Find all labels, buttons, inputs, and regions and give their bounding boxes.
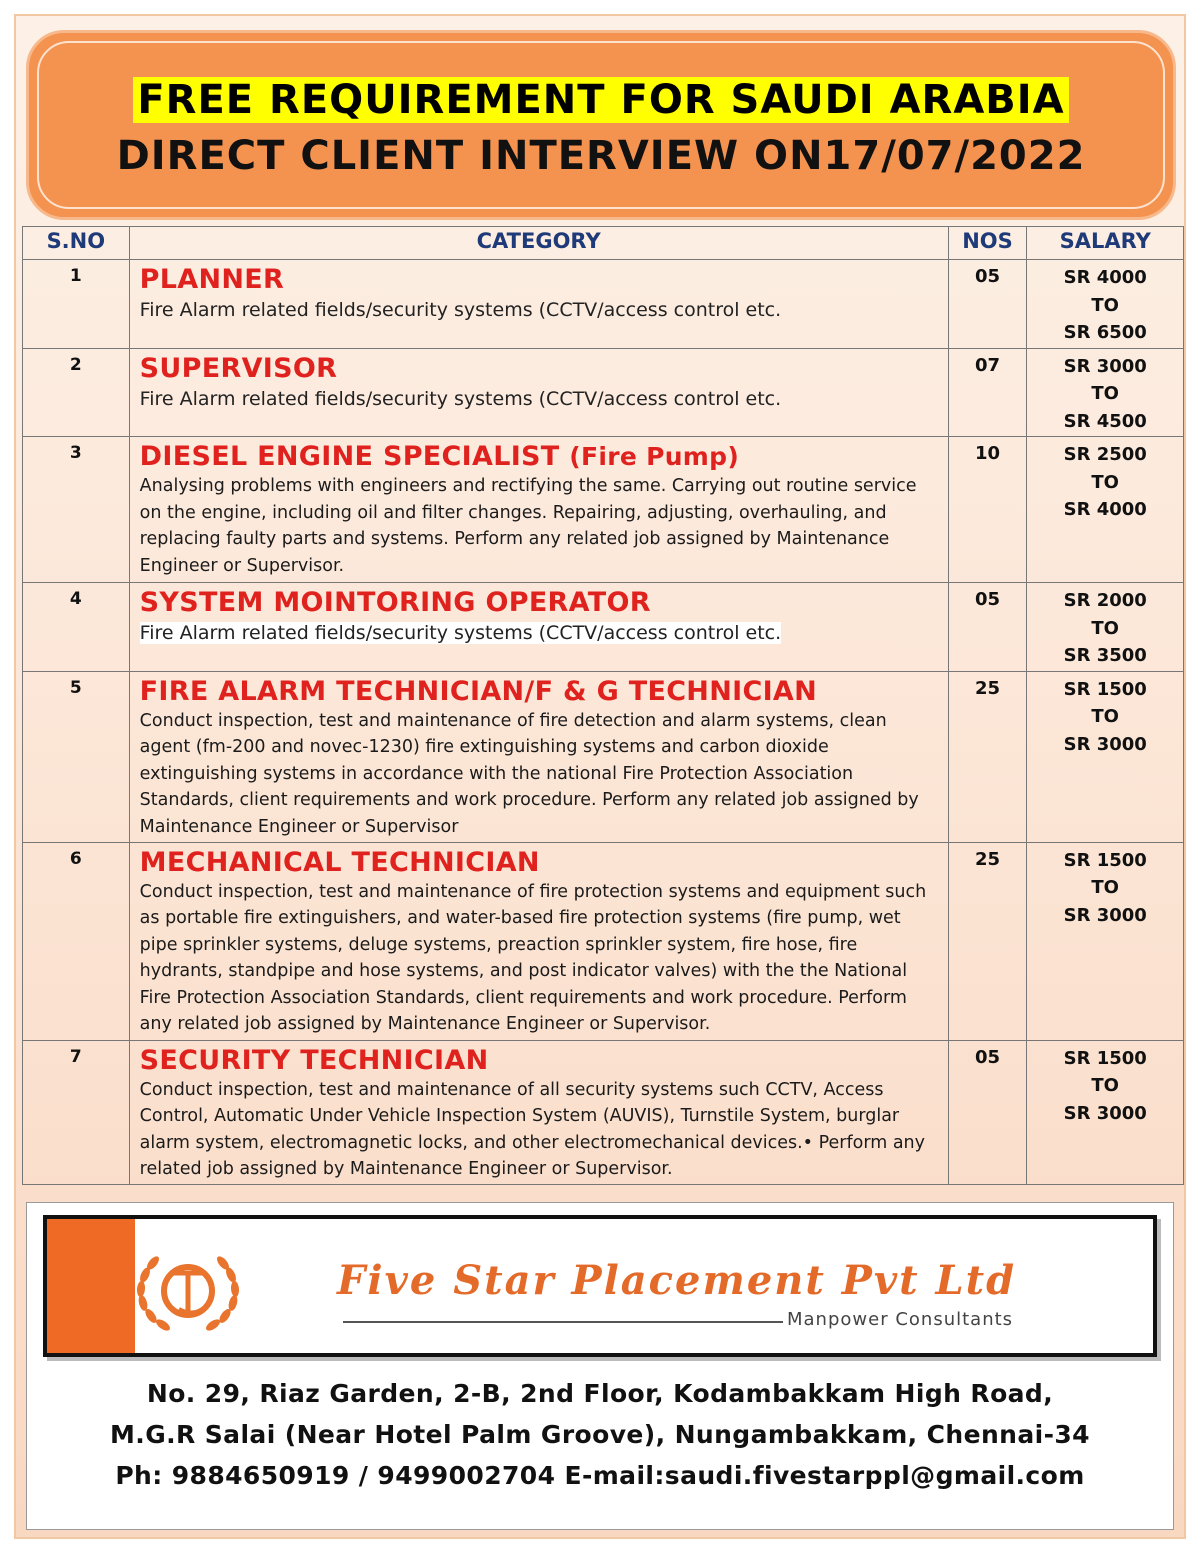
job-description: Fire Alarm related fields/security systems (CCTV/access control etc. bbox=[139, 387, 782, 410]
row-sno: 5 bbox=[23, 671, 130, 842]
salary-to-word: TO bbox=[1091, 383, 1119, 404]
job-title: PLANNER bbox=[139, 264, 285, 295]
address-line-1: No. 29, Riaz Garden, 2-B, 2nd Floor, Kodambakkam High Road, bbox=[146, 1379, 1054, 1408]
salary-to: SR 3000 bbox=[1063, 733, 1147, 755]
salary-to: SR 4000 bbox=[1063, 499, 1147, 520]
table-row bbox=[23, 348, 1184, 437]
logo-underline bbox=[343, 1321, 783, 1323]
row-sno: 4 bbox=[23, 583, 130, 672]
table-row bbox=[23, 1040, 1184, 1184]
row-nos: 25 bbox=[948, 842, 1027, 1040]
job-description: Analysing problems with engineers and rectifying the same. Carrying out routine service on the engine, including oil and filter changes. Repairing, adjusting, overhauling, and replacing faulty parts and systems. Perform any related job assigned by Maintenance Engineer or Supervisor. bbox=[139, 476, 917, 576]
salary-from: SR 1500 bbox=[1063, 678, 1147, 700]
row-nos: 05 bbox=[948, 583, 1027, 672]
salary-from: SR 3000 bbox=[1063, 355, 1147, 377]
salary-to-word: TO bbox=[1091, 877, 1119, 898]
row-sno: 7 bbox=[23, 1040, 130, 1184]
salary-from: SR 2000 bbox=[1063, 590, 1147, 611]
laurel-emblem-icon bbox=[93, 1233, 283, 1343]
company-name: Five Star Placement Pvt Ltd bbox=[337, 1257, 1017, 1304]
row-salary bbox=[1027, 671, 1184, 842]
salary-to-word: TO bbox=[1091, 706, 1119, 727]
row-category bbox=[129, 842, 948, 1040]
headline bbox=[29, 77, 1173, 123]
job-description: Conduct inspection, test and maintenance of fire protection systems and equipment such as portable fire extinguishers, and water-based fire protection systems (fire pump, wet pipe sprinkler systems, deluge systems, preaction sprinkler system, fire hose, fire hydrants, standpipe and hose systems, and post indicator valves) with the the National Fire Protection Association Standards, client requirements and work procedure. Perform any related job assigned by Maintenance Engineer or Supervisor. bbox=[139, 881, 927, 1034]
salary-from: SR 2500 bbox=[1063, 444, 1147, 465]
header-sno: S.NO bbox=[23, 227, 130, 260]
job-title: DIESEL ENGINE SPECIALIST bbox=[139, 441, 560, 472]
table-row bbox=[23, 260, 1184, 349]
job-description: Fire Alarm related fields/security systems (CCTV/access control etc. bbox=[139, 299, 782, 321]
job-description-wrap bbox=[140, 619, 940, 647]
header-nos: NOS bbox=[948, 227, 1027, 260]
row-salary bbox=[1027, 348, 1184, 437]
salary-from: SR 1500 bbox=[1063, 849, 1147, 871]
row-sno: 6 bbox=[23, 842, 130, 1040]
job-title: SECURITY TECHNICIAN bbox=[139, 1044, 489, 1076]
job-title: SUPERVISOR bbox=[139, 352, 338, 384]
row-sno: 3 bbox=[23, 437, 130, 583]
row-nos: 10 bbox=[948, 437, 1027, 583]
job-description: Fire Alarm related fields/security systems (CCTV/access control etc. bbox=[139, 622, 782, 644]
job-poster bbox=[14, 14, 1186, 1539]
row-category bbox=[129, 260, 948, 349]
job-title-wrap bbox=[140, 441, 940, 473]
salary-to-word: TO bbox=[1091, 1075, 1119, 1096]
job-title: MECHANICAL TECHNICIAN bbox=[139, 846, 540, 878]
row-sno: 1 bbox=[23, 260, 130, 349]
row-nos: 07 bbox=[948, 348, 1027, 437]
row-category bbox=[129, 348, 948, 437]
job-title-suffix: (Fire Pump) bbox=[569, 442, 740, 471]
table-row bbox=[23, 671, 1184, 842]
row-salary bbox=[1027, 437, 1184, 583]
row-category bbox=[129, 437, 948, 583]
salary-to: SR 3000 bbox=[1063, 904, 1147, 926]
salary-to: SR 4500 bbox=[1063, 410, 1147, 432]
header-salary: SALARY bbox=[1027, 227, 1184, 260]
job-table bbox=[22, 226, 1184, 1185]
salary-to: SR 3500 bbox=[1063, 645, 1147, 666]
salary-from: SR 1500 bbox=[1063, 1047, 1147, 1069]
row-category bbox=[129, 583, 948, 672]
job-description: Conduct inspection, test and maintenance of fire detection and alarm systems, clean agent (fm-200 and novec-1230) fire extinguishing systems and carbon dioxide extinguishing systems in accordance with the national Fire Protection Association Standards, client requirements and work procedure. Perform any related job assigned by Maintenance Engineer or Supervisor bbox=[139, 710, 919, 837]
company-logo-banner bbox=[43, 1215, 1157, 1357]
interview-date-line: DIRECT CLIENT INTERVIEW ON17/07/2022 bbox=[116, 133, 1086, 179]
table-row bbox=[23, 583, 1184, 672]
salary-to: SR 3000 bbox=[1063, 1102, 1147, 1124]
header-banner bbox=[26, 30, 1176, 220]
table-row bbox=[23, 842, 1184, 1040]
salary-to: SR 6500 bbox=[1063, 322, 1147, 343]
row-category bbox=[129, 1040, 948, 1184]
salary-from: SR 4000 bbox=[1063, 267, 1147, 288]
row-category bbox=[129, 671, 948, 842]
salary-to-word: TO bbox=[1091, 294, 1119, 316]
table-row bbox=[23, 437, 1184, 583]
job-title: FIRE ALARM TECHNICIAN/F & G TECHNICIAN bbox=[139, 675, 818, 707]
table-header-row bbox=[23, 227, 1184, 260]
salary-to-word: TO bbox=[1091, 617, 1119, 639]
job-title: SYSTEM MOINTORING OPERATOR bbox=[139, 587, 651, 618]
salary-to-word: TO bbox=[1091, 471, 1119, 493]
header-banner-border bbox=[37, 41, 1165, 209]
contact-line: Ph: 9884650919 / 9499002704 E-mail:saudi.fivestarppl@gmail.com bbox=[115, 1461, 1085, 1490]
company-tagline: Manpower Consultants bbox=[787, 1309, 1014, 1330]
row-nos: 25 bbox=[948, 671, 1027, 842]
row-salary bbox=[1027, 842, 1184, 1040]
row-sno: 2 bbox=[23, 348, 130, 437]
row-salary bbox=[1027, 260, 1184, 349]
row-salary bbox=[1027, 1040, 1184, 1184]
job-description: Conduct inspection, test and maintenance of all security systems such CCTV, Access Control, Automatic Under Vehicle Inspection System (AUVIS), Turnstile System, burglar alarm system, electromagnetic locks, and other electromechanical devices.• Perform any related job assigned by Maintenance Engineer or Supervisor. bbox=[139, 1079, 925, 1179]
header-category: CATEGORY bbox=[129, 227, 948, 260]
company-footer bbox=[26, 1202, 1174, 1530]
address-line-2: M.G.R Salai (Near Hotel Palm Groove), Nungambakkam, Chennai-34 bbox=[110, 1420, 1090, 1449]
row-nos: 05 bbox=[948, 1040, 1027, 1184]
row-salary bbox=[1027, 583, 1184, 672]
row-nos: 05 bbox=[948, 260, 1027, 349]
headline-text: FREE REQUIREMENT FOR SAUDI ARABIA bbox=[133, 77, 1068, 123]
